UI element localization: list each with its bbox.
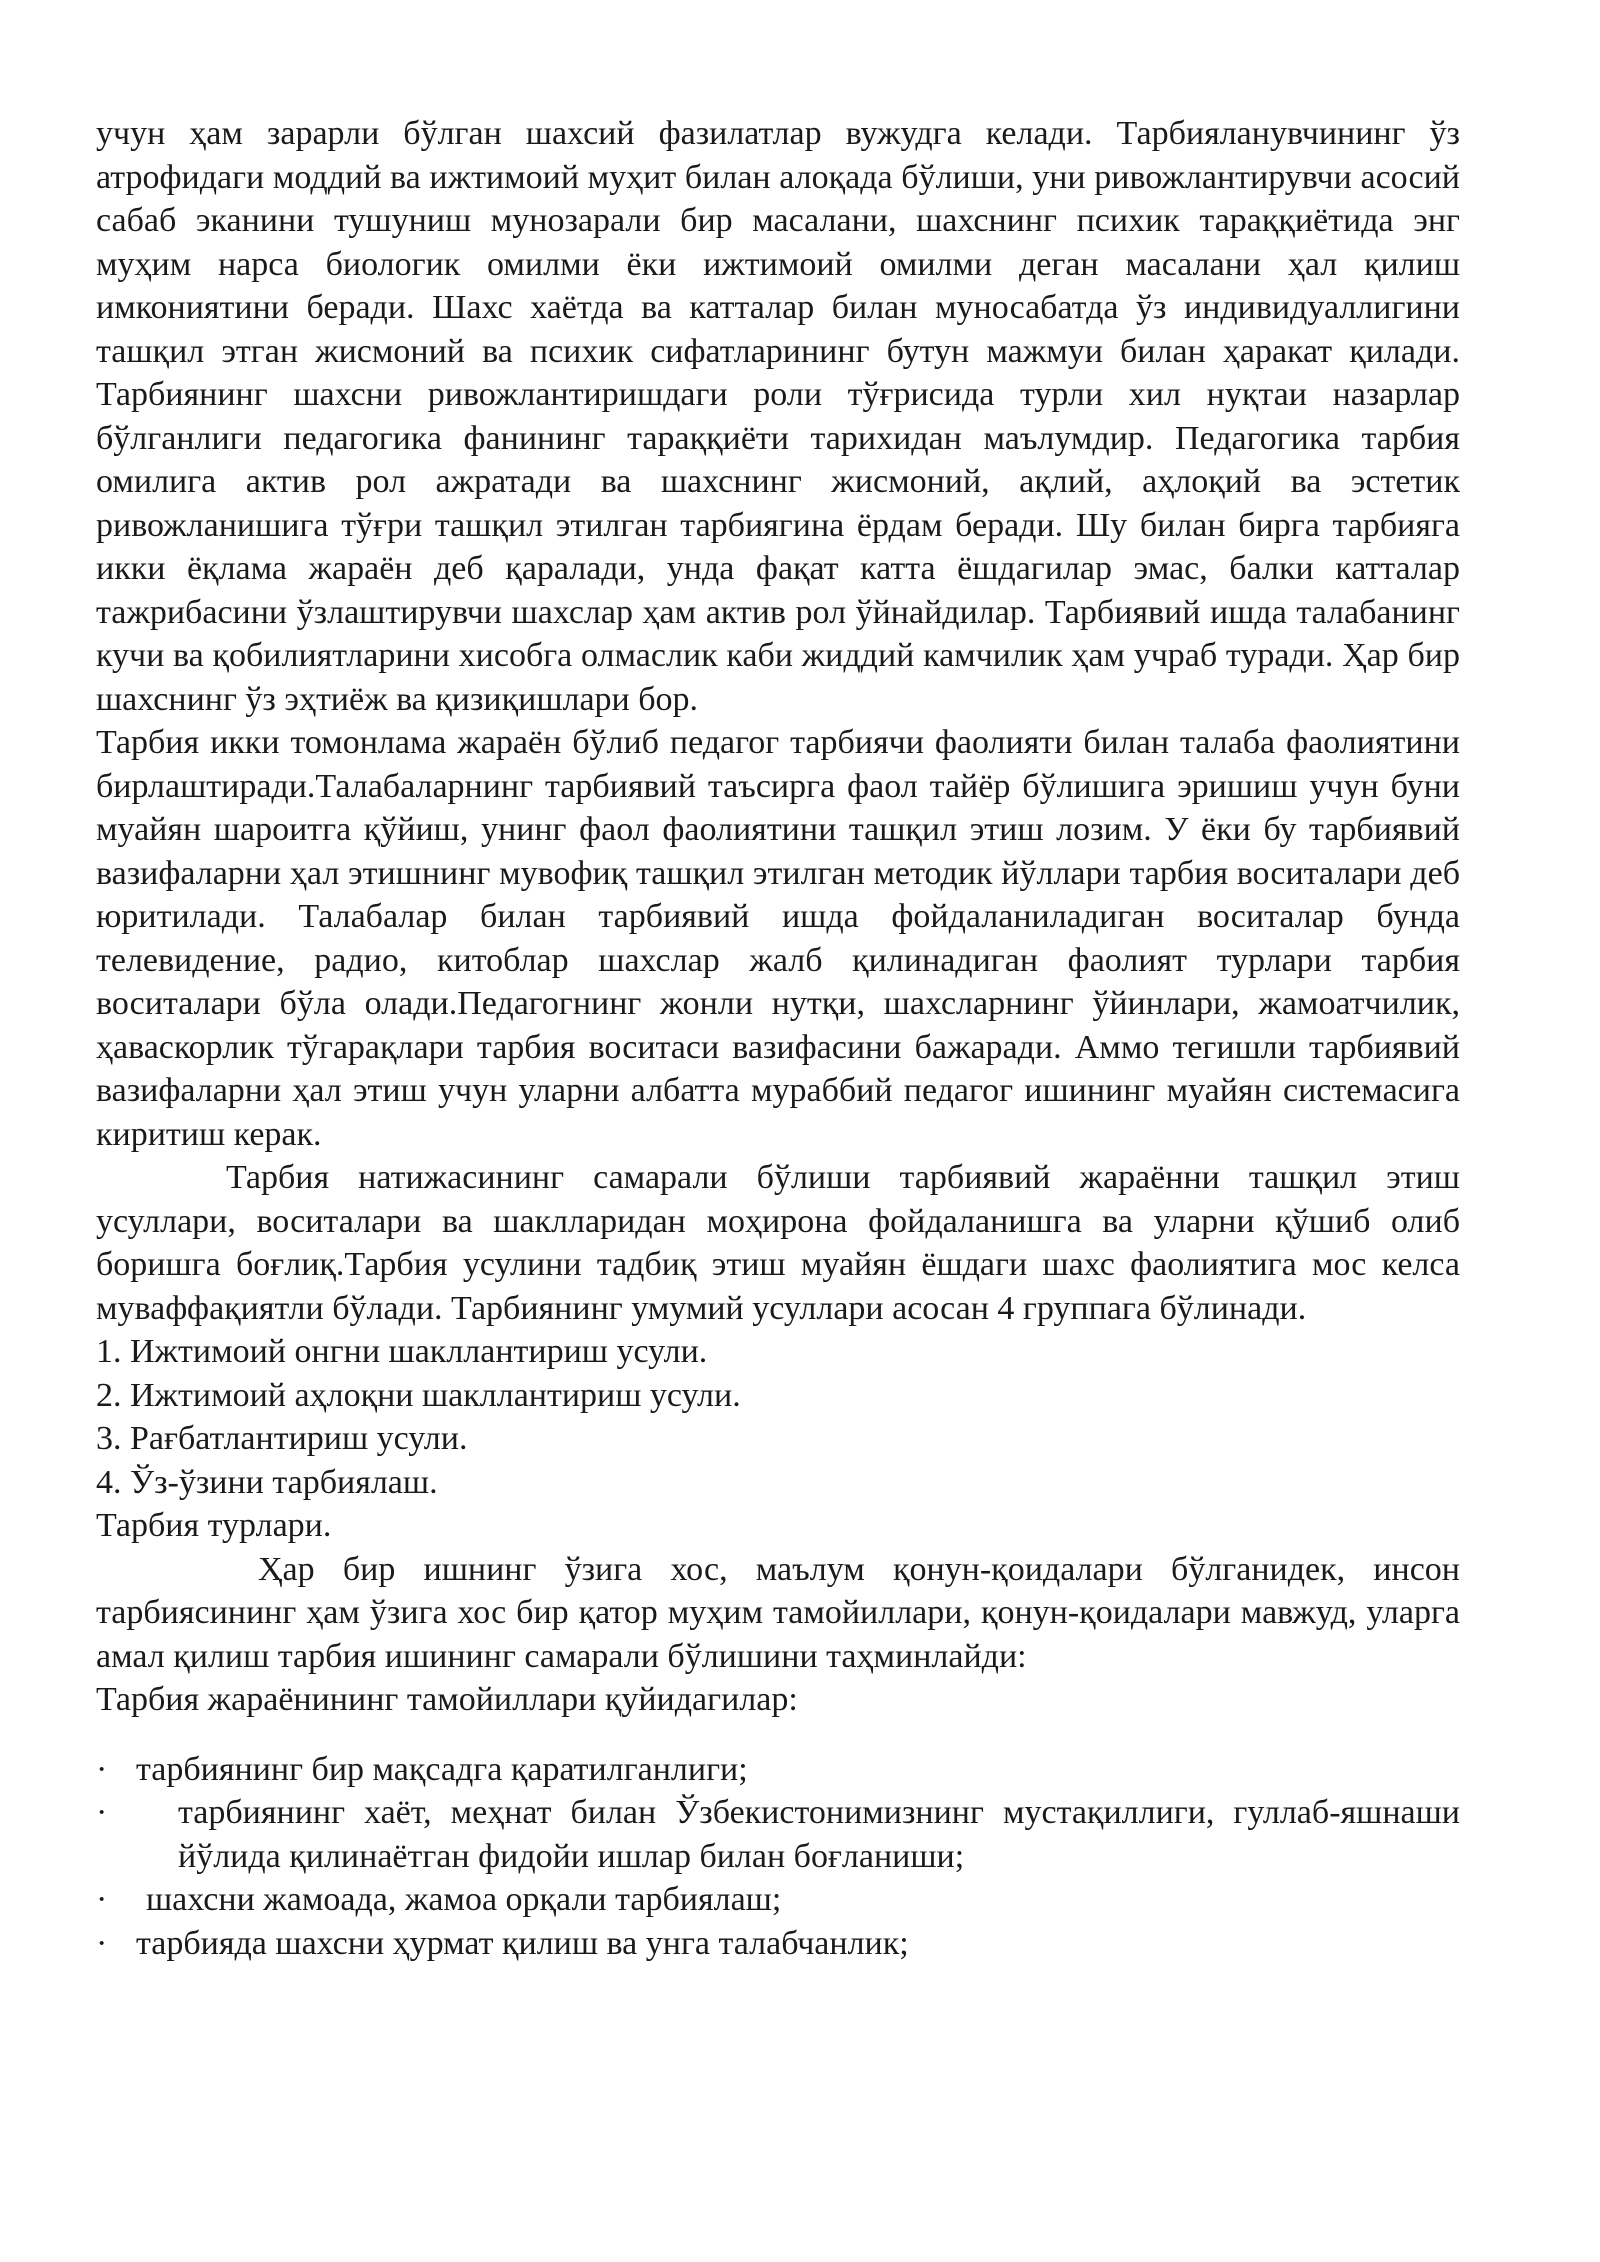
- bullet-text: шахсни жамоада, жамоа орқали тарбиялаш;: [146, 1881, 782, 1918]
- document-page: [96, 112, 1460, 1965]
- spacer: [96, 1722, 1460, 1748]
- bullet-text: тарбиянинг хаёт, меҳнат билан Ўзбекистонимизнинг мустақиллиги, гуллаб-яшнаши йўлида қилинаётган фидойи ишлар билан боғланиши;: [178, 1794, 1460, 1875]
- bullet-item-3: [96, 1878, 1460, 1922]
- list-item-1: 1. Ижтимоий онгни шакллантириш усули.: [96, 1333, 708, 1370]
- bullet-icon: ·: [96, 1750, 108, 1788]
- bullet-text: тарбиянинг бир мақсадга қаратилганлиги;: [136, 1750, 748, 1788]
- list-item-4: 4. Ўз-ўзини тарбиялаш.: [96, 1463, 438, 1501]
- bullet-item-1: [96, 1748, 1460, 1792]
- bullet-icon: ·: [96, 1924, 108, 1962]
- list-item-2: 2. Ижтимоий аҳлоқни шакллантириш усули.: [96, 1376, 741, 1414]
- paragraph-2: Тарбия икки томонлама жараён бўлиб педагог тарбиячи фаолияти билан талаба фаолиятини бирлаштиради.Талабаларнинг тарбиявий таъсирга фаол тайёр бўлишига эришиш учун буни муайян шароитга қўйиш, унинг фаол фаолиятини ташқил этиш лозим. У ёки бу тарбиявий вазифаларни ҳал этишнинг мувофиқ ташқил этилган методик йўллари тарбия воситалари деб юритилади. Талабалар билан тарбиявий ишда фойдаланиладиган воситалар бунда телевидение, радио, китоблар шахслар жалб қилинадиган фаолият турлари тарбия воситалари бўла олади.Педагогнинг жонли нутқи, шахсларнинг ўйинлари, жамоатчилик, ҳаваскорлик тўгарақлари тарбия воситаси вазифасини бажаради. Аммо тегишли тарбиявий вазифаларни ҳал этиш учун уларни албатта мураббий педагог ишининг муайян системасига киритиш керак.: [96, 724, 1460, 1153]
- section-heading: Тарбия турлари.: [96, 1507, 332, 1544]
- paragraph-3: Тарбия натижасининг самарали бўлиши тарбиявий жараённи ташқил этиш усуллари, воситалари ва шаклларидан моҳирона фойдаланишга ва уларни қўшиб олиб боришга боғлиқ.Тарбия усулини тадбиқ этиш муайян ёшдаги шахс фаолиятига мос келса муваффақиятли бўлади. Тарбиянинг умумий усуллари асосан 4 группага бўлинади.: [96, 1159, 1460, 1327]
- paragraph-1: учун ҳам зарарли бўлган шахсий фазилатлар вужудга келади. Тарбияланувчининг ўз атрофидаги моддий ва ижтимоий муҳит билан алоқада бўлиши, уни ривожлантирувчи асосий сабаб эканини тушуниш мунозарали бир масалани, шахснинг психик тараққиётида энг муҳим нарса биологик омилми ёки ижтимоий омилми деган масалани ҳал қилиш имкониятини беради. Шахс хаётда ва катталар билан муносабатда ўз индивидуаллигини ташқил этган жисмоний ва психик сифатларининг бутун мажмуи билан ҳаракат қилади. Тарбиянинг шахсни ривожлантиришдаги роли тўғрисида турли хил нуқтаи назарлар бўлганлиги педагогика фанининг тараққиёти тарихидан маълумдир. Педагогика тарбия омилига актив рол ажратади ва шахснинг жисмоний, ақлий, аҳлоқий ва эстетик ривожланишига тўғри ташқил этилган тарбиягина ёрдам беради. Шу билан бирга тарбияга икки ёқлама жараён деб қаралади, унда фақат катта ёшдагилар эмас, балки катталар тажрибасини ўзлаштирувчи шахслар ҳам актив рол ўйнайдилар. Тарбиявий ишда талабанинг кучи ва қобилиятларини хисобга олмаслик каби жиддий камчилик ҳам учраб туради. Ҳар бир шахснинг ўз эҳтиёж ва қизиқишлари бор.: [96, 115, 1460, 718]
- paragraph-4: Ҳар бир ишнинг ўзига хос, маълум қонун-қоидалари бўлганидек, инсон тарбиясининг ҳам ўзига хос бир қатор муҳим тамойиллари, қонун-қоидалари мавжуд, уларга амал қилиш тарбия ишининг самарали бўлишини таҳминлайди:: [96, 1550, 1460, 1675]
- bullet-icon: ·: [96, 1881, 108, 1918]
- bullet-item-4: [96, 1922, 1460, 1966]
- bullet-text: тарбияда шахсни ҳурмат қилиш ва унга талабчанлик;: [136, 1924, 909, 1962]
- list-item-3: 3. Рағбатлантириш усули.: [96, 1420, 468, 1457]
- bullet-icon: ·: [96, 1794, 108, 1831]
- paragraph-5: Тарбия жараёнининг тамойиллари қуйидагилар:: [96, 1681, 798, 1718]
- bullet-item-2: [96, 1791, 1460, 1878]
